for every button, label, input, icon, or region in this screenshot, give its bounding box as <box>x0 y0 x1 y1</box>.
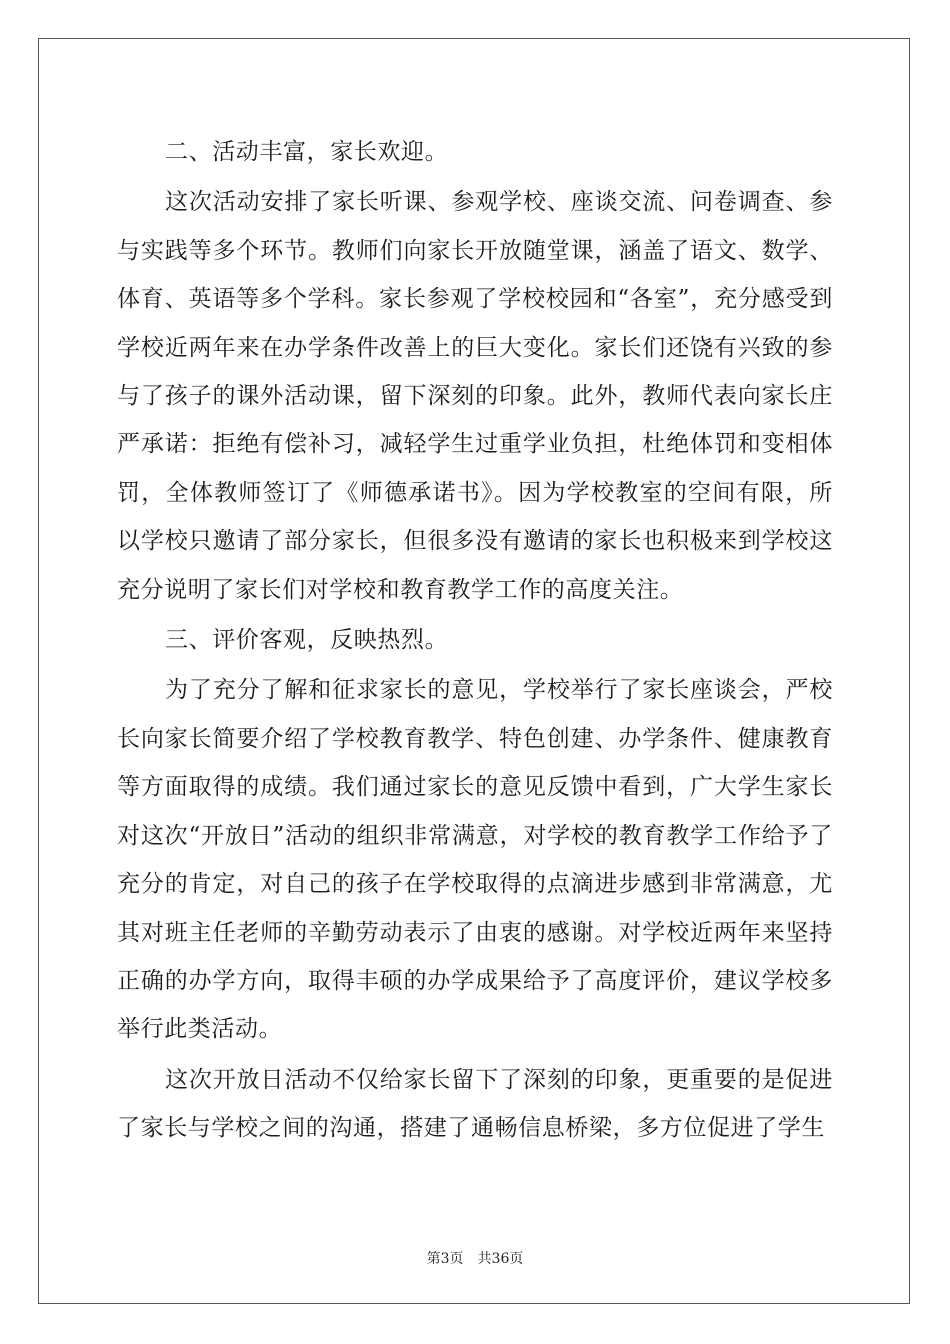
page-number: 第3页 <box>426 1251 464 1267</box>
section-heading-3: 三、评价客观，反映热烈。 <box>165 627 449 654</box>
paragraph-activities: 这次活动安排了家长听课、参观学校、座谈交流、问卷调查、参与实践等多个环节。教师们向家长开放随堂课，涵盖了语文、数学、体育、英语等多个学科。家长参观了学校校园和“各室”，充分感受到学校近两年来在办学条件改善上的巨大变化。家长们还饶有兴致的参与了孩子的课外活动课，留下深刻的印象。此外，教师代表向家长庄严承诺：拒绝有偿补习，减轻学生过重学业负担，杜绝体罚和变相体罚，全体教师签订了《师德承诺书》。因为学校教室的空间有限，所以学校只邀请了部分家长，但很多没有邀请的家长也积极来到学校这充分说明了家长们对学校和教育教学工作的高度关注。 <box>117 189 833 603</box>
document-body <box>117 128 833 1153</box>
paragraph-conclusion: 这次开放日活动不仅给家长留下了深刻的印象，更重要的是促进了家长与学校之间的沟通，搭建了通畅信息桥梁，多方位促进了学生 <box>117 1066 833 1142</box>
section-heading-2: 二、活动丰富，家长欢迎。 <box>165 139 449 165</box>
total-pages: 共36页 <box>477 1251 524 1267</box>
paragraph-evaluation: 为了充分了解和征求家长的意见，学校举行了家长座谈会，严校长向家长简要介绍了学校教育教学、特色创建、办学条件、健康教育等方面取得的成绩。我们通过家长的意见反馈中看到，广大学生家长对这次“开放日”活动的组织非常满意，对学校的教育教学工作给予了充分的肯定，对自己的孩子在学校取得的点滴进步感到非常满意，尤其对班主任老师的辛勤劳动表示了由衷的感谢。对学校近两年来坚持正确的办学方向，取得丰硕的办学成果给予了高度评价，建议学校多举行此类活动。 <box>117 677 833 1043</box>
page-footer <box>0 1248 950 1268</box>
